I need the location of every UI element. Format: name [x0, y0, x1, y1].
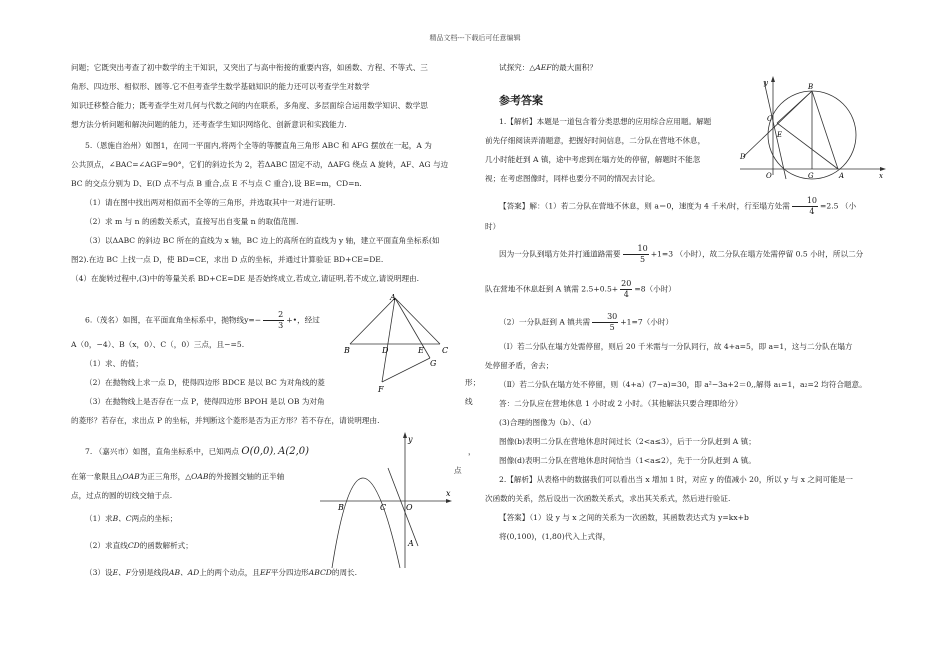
fig-label-E: E — [777, 131, 783, 139]
a1-line: 前先仔细阅读弄清题意，把握好时间信息，二分队在营地不休息， — [485, 136, 706, 145]
intro-line: 角形、四边形、相似形、圆等.它不但考查学生数学基础知识的能力还可以考查学生对数学 — [71, 82, 370, 91]
fig-label-y: y — [408, 435, 413, 444]
a1-line3: 队在营地不休息赶到 A 镇需 2.5+0.5+ $\frac{20}{4}$ =8（小时） — [485, 279, 676, 299]
q6-line5: （3）在抛物线上是否存在一点 P，使得四边形 BPOH 是以 OB 为对角 线 — [85, 397, 473, 406]
q6-line4: （2）在抛物线上求一点 D，使得四边形 BDCE 是以 BC 为对角线的菱 形； — [85, 378, 481, 387]
fig-label-y: y — [764, 79, 768, 87]
a2-line: 2.【解析】从表格中的数据我们可以看出当 x 增加 1 时，对应 y 的值减小 20，所以 y 与 x 之间可能是一 — [499, 475, 853, 484]
fig-label-C: C — [380, 503, 387, 512]
fig-label-E: E — [418, 346, 424, 355]
fig-label-B: B — [808, 83, 814, 91]
fig-label-x: x — [446, 489, 451, 498]
a1-line: 1.【解析】本题是一道包含着分类思想的应用综合应用题。解题 — [499, 117, 712, 126]
q7-line3: 点，过点的圆的切线交轴于点. — [71, 491, 173, 500]
intro-line: 问题；它既突出考查了初中数学的主干知识，又突出了与高中衔接的重要内容，如函数、方程、不等式、三 — [71, 63, 428, 72]
intro-line: 想方法分析问题和解决问题的能力，还考查学生知识网络化、创新意识和实践能力. — [71, 120, 347, 129]
fig-label-O: O — [406, 503, 413, 512]
a1-rest: 图像(b)表明二分队在营地休息时间过长（2<a≤3），后于一分队赶到 A 镇； — [499, 437, 756, 446]
q7-line1: 7. （嘉兴市）如图，直角坐标系中，已知两点 O(0,0), A(2,0) ，点 — [85, 446, 476, 475]
q6-line6: 的菱形？若存在，求出点 P 的坐标，并判断这个菱形是否为正方形？若不存在，请说明理由. — [71, 416, 380, 425]
q6-text: 6.（茂名）如图，在平面直角坐标系中，抛物线y= — [85, 315, 255, 325]
q5-line: BC 的交点分别为 D、E(D 点不与点 B 重合,点 E 不与点 C 重合),设 BE=m，CD=n. — [71, 179, 362, 188]
q5-line: （3）以ΔABC 的斜边 BC 所在的直线为 x 轴，BC 边上的高所在的直线为 y 轴，建立平面直角坐标系(如 — [85, 236, 440, 245]
a2-line: 次函数的关系，然后设出一次函数关系式，求出其关系式，然后进行验证. — [485, 494, 731, 503]
a1-rest: 处停留矛盾，舍去； — [485, 361, 554, 370]
q5-line: （4）在旋转过程中,(3)中的等量关系 BD+CE=DE 是否始终成立,若成立,请证明,若不成立,请说明理由. — [71, 274, 420, 283]
a1-rest: 答：二分队应在营地休息 1 小时或 2 小时。（其他解法只要合理即给分） — [499, 399, 743, 408]
fig-label-F: F — [378, 385, 384, 394]
fig-label-B: B — [338, 503, 344, 512]
a1-rest: （Ⅰ）若二分队在塌方处需停留，则后 20 千米需与一分队同行，故 4+a=5，即 a=1，这与二分队在塌方 — [499, 342, 853, 351]
q7-line4: （1）求B、C两点的坐标； — [85, 514, 178, 523]
q5-line: （2）求 m 与 n 的函数关系式，直接写出自变量 n 的取值范围. — [85, 217, 299, 226]
a1-hour: 时） — [485, 222, 501, 231]
q6-line3: （1）求、的值； — [85, 359, 143, 368]
q6-fraction: $\frac{2}{3}$ — [263, 310, 284, 331]
a1-line: 几小时能赶到 A 镇，途中考虑到在塌方处的停留，解题时不能忽 — [485, 155, 701, 164]
a1-rest: （Ⅱ）若二分队在塌方处不停留，则（4+a）(7−a)=30，即 a²−3a+2＝0,,解得 a₁=1，a₂=2 均符合题意。 — [499, 380, 867, 389]
q6-line2: A（0，−4）、B（x，0）、C（，0）三点，且−=5. — [71, 340, 245, 349]
fig-label-C: C — [767, 115, 773, 123]
fig-label-G: G — [808, 172, 814, 180]
triangle-figure — [340, 292, 460, 397]
q7-line5: （2）求直线CD的函数解析式； — [85, 541, 193, 550]
fig-label-B: B — [344, 346, 350, 355]
circle-figure — [738, 75, 888, 185]
parabola-figure — [320, 428, 460, 578]
page-header: 精品文档---下载后可任意编辑 — [429, 34, 521, 42]
a1-answer-line: 【答案】解：（1）若二分队在营地不休息，则 a＝0，速度为 4 千米/时，行至塌方处需 $\frac{10}{4}$ =2.5 （小 — [499, 196, 857, 216]
q5-line: 图2).在边 BC 上找一点 D，使 BD=CE，求出 D 点的坐标，并通过计算验证 BD+CE=DE. — [71, 255, 384, 264]
fig-label-O: O — [766, 172, 772, 180]
q6-line1 — [71, 310, 341, 331]
fig-label-D: D — [382, 346, 389, 355]
trial-line: 试探究：△AEF的最大面积？ — [499, 63, 598, 72]
fig-label-C: C — [442, 346, 449, 355]
fig-label-A: A — [390, 293, 396, 302]
fig-label-x: x — [879, 172, 883, 180]
fig-label-A: A — [839, 172, 845, 180]
q5-line: 5.（恩施自治州）如图1，在同一平面内,将两个全等的等腰直角三角形 ABC 和 AFG 摆放在一起，A 为 — [85, 141, 432, 150]
q6-sign: − — [254, 315, 262, 325]
a1-line4: （2）一分队赶到 A 镇共需 $\frac{30}{5}$ +1=7（小时） — [499, 312, 674, 332]
a1-rest: (3)合理的图像为（b）、（d） — [499, 418, 596, 427]
a2-line: 将(0,100)，(1,80)代入上式得， — [499, 532, 611, 541]
a2-line: 【答案】（1）设 y 与 x 之间的关系为一次函数，其函数表达式为 y=kx+b — [499, 513, 749, 522]
q5-line: 公共顶点，∠BAC=∠AGF=90°，它们的斜边长为 2，若ΔABC 固定不动，ΔAFG 绕点 A 旋转，AF、AG 与边 — [71, 160, 449, 169]
fig-label-G: G — [430, 359, 437, 368]
q6-text: +•，经过 — [286, 315, 320, 325]
q7-line2: 在第一象限且△OAB为正三角形，△OAB的外接圆交轴的正半轴 — [71, 472, 285, 481]
a1-line: 视；在考虑图像时，同样也要分不同的情况去讨论。 — [485, 174, 660, 183]
a1-line2: 因为一分队到塌方处并打通道路需要 $\frac{10}{5}$ +1=3 （小时），故二分队在塌方处需停留 0.5 小时，所以二分 — [499, 244, 864, 264]
answers-title: 参考答案 — [499, 94, 543, 107]
fig-label-A: A — [408, 539, 414, 548]
fig-label-D: D — [740, 153, 746, 161]
a1-rest: 图像(d)表明二分队在营地休息时间恰当（1<a≤2），先于一分队赶到 A 镇。 — [499, 456, 756, 465]
intro-line: 知识迁移整合能力；既考查学生对几何与代数之间的内在联系，多角度、多层面综合运用数学知识、数学思 — [71, 101, 428, 110]
q7-line6: （3）设E、F分别是线段AB、AD上的两个动点，且EF平分四边形ABCD的周长. — [85, 568, 358, 577]
q5-line: （1）请在图中找出两对相似而不全等的三角形，并选取其中一对进行证明. — [85, 198, 336, 207]
